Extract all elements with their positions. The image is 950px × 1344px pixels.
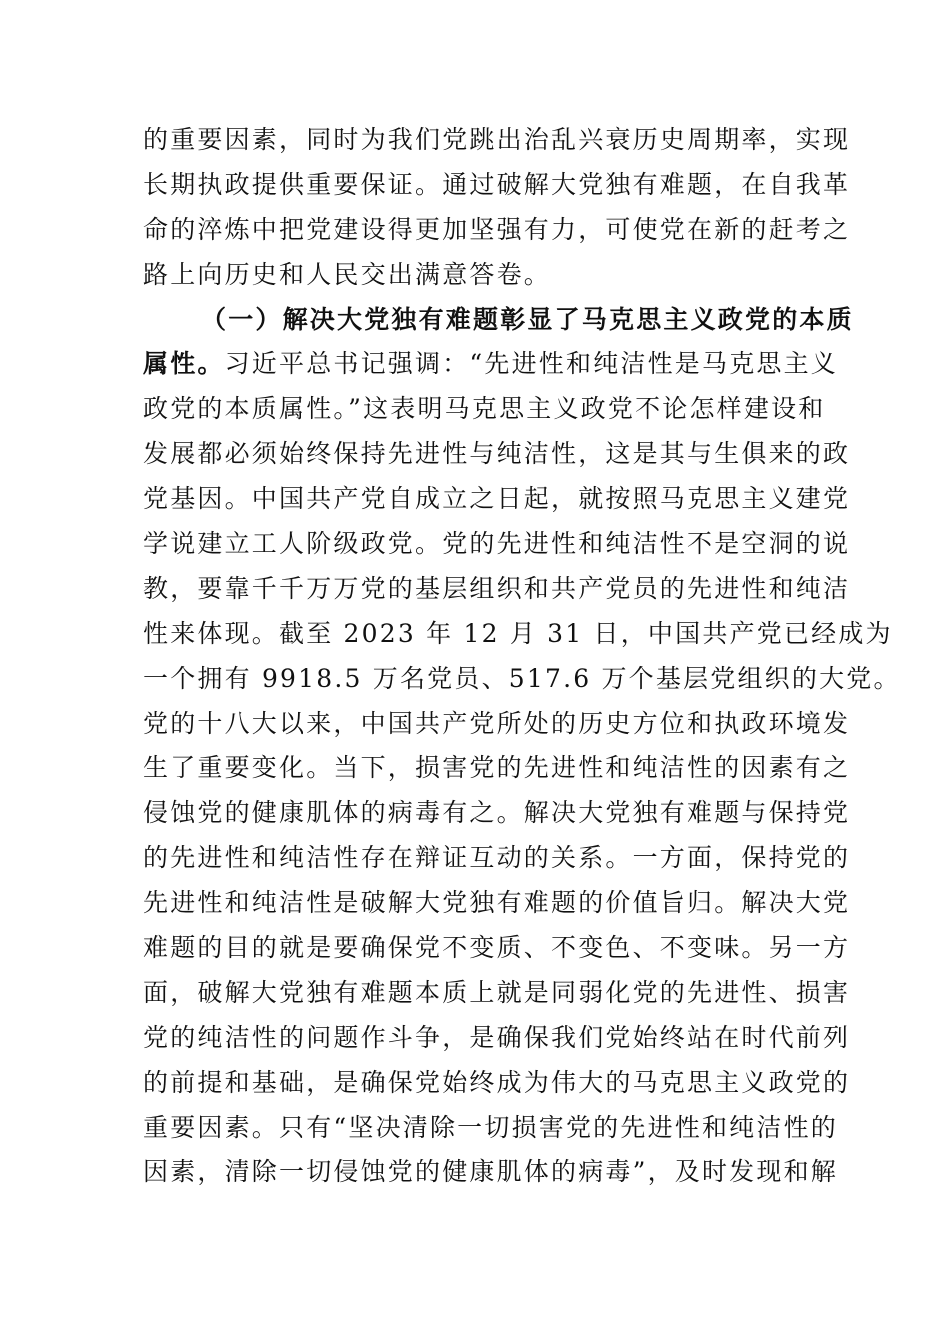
body-line-14: 面，破解大党独有难题本质上就是同弱化党的先进性、损害: [143, 977, 851, 1007]
body-line-4: 学说建立工人阶级政党。党的先进性和纯洁性不是空洞的说: [143, 529, 851, 559]
body-line-1: 政党的本质属性。”这表明马克思主义政党不论怎样建设和: [143, 394, 826, 424]
body-line-15: 党的纯洁性的问题作斗争，是确保我们党始终站在时代前列: [143, 1022, 851, 1052]
document-body: [143, 118, 901, 1195]
body-line-13: 难题的目的就是要确保党不变质、不变色、不变味。另一方: [143, 933, 851, 963]
body-line-12: 先进性和纯洁性是破解大党独有难题的价值旨归。解决大党: [143, 888, 851, 918]
section-heading-end: 属性。: [143, 349, 225, 379]
body-line-5: 教，要靠千千万万党的基层组织和共产党员的先进性和纯洁: [143, 573, 851, 603]
body-line-7: 一个拥有 9918.5 万名党员、517.6 万个基层党组织的大党。: [143, 663, 901, 693]
body-line-9: 生了重要变化。当下，损害党的先进性和纯洁性的因素有之: [143, 753, 851, 783]
body-line-10: 侵蚀党的健康肌体的病毒有之。解决大党独有难题与保持党: [143, 798, 851, 828]
section-heading: （一）解决大党独有难题彰显了马克思主义政党的本质: [201, 304, 854, 334]
body-line-16: 的前提和基础，是确保党始终成为伟大的马克思主义政党的: [143, 1067, 851, 1097]
intro-line-4: 路上向历史和人民交出满意答卷。: [143, 259, 552, 289]
body-line-8: 党的十八大以来，中国共产党所处的历史方位和执政环境发: [143, 708, 851, 738]
intro-line-1: 的重要因素，同时为我们党跳出治乱兴衰历史周期率，实现: [143, 125, 851, 154]
body-line-17: 重要因素。只有“坚决清除一切损害党的先进性和纯洁性的: [143, 1112, 838, 1142]
intro-line-2: 长期执政提供重要保证。通过破解大党独有难题，在自我革: [143, 169, 851, 199]
body-line-11: 的先进性和纯洁性存在辩证互动的关系。一方面，保持党的: [143, 843, 851, 873]
section-heading-continuation: [143, 342, 838, 387]
quote-intro: 习近平总书记强调：“先进性和纯洁性是马克思主义: [224, 349, 838, 379]
body-line-6: 性来体现。截至 2023 年 12 月 31 日，中国共产党已经成为: [143, 618, 893, 648]
body-line-18: 因素，清除一切侵蚀党的健康肌体的病毒”，及时发现和解: [143, 1157, 838, 1187]
body-line-2: 发展都必须始终保持先进性与纯洁性，这是其与生俱来的政: [143, 439, 851, 469]
intro-line-3: 命的淬炼中把党建设得更加坚强有力，可使党在新的赶考之: [143, 214, 851, 244]
body-line-3: 党基因。中国共产党自成立之日起，就按照马克思主义建党: [143, 484, 851, 514]
